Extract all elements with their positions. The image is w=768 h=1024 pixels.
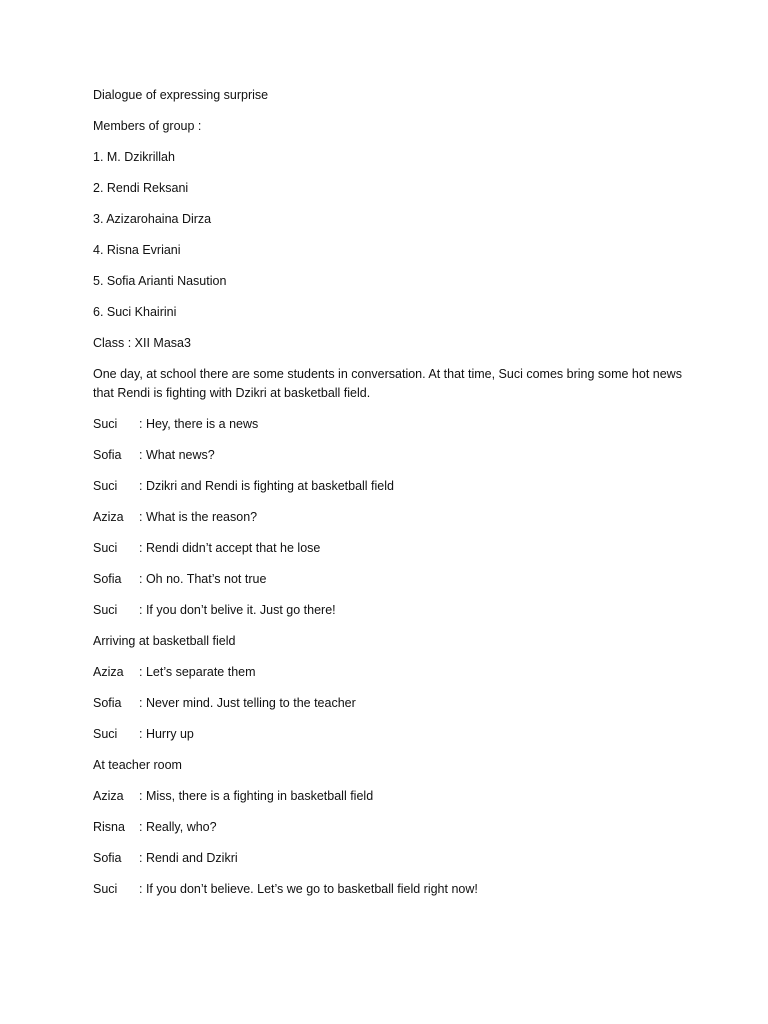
dialogue-text: : Dzikri and Rendi is fighting at basketball field xyxy=(139,479,394,493)
speaker-name: Sofia xyxy=(93,572,122,586)
dialogue-line xyxy=(93,725,693,744)
member-item: 5. Sofia Arianti Nasution xyxy=(93,274,227,288)
dialogue-text: : Never mind. Just telling to the teacher xyxy=(139,696,356,710)
speaker-name: Aziza xyxy=(93,510,124,524)
speaker-name: Suci xyxy=(93,417,118,431)
speaker-name: Suci xyxy=(93,727,118,741)
dialogue-text: : Oh no. That’s not true xyxy=(139,572,267,586)
dialogue-line xyxy=(93,508,693,527)
member-item: 4. Risna Evriani xyxy=(93,243,181,257)
dialogue-text: : If you don’t belive it. Just go there! xyxy=(139,603,336,617)
dialogue-line xyxy=(93,694,693,713)
member-item: 3. Azizarohaina Dirza xyxy=(93,212,212,226)
dialogue-text: : What is the reason? xyxy=(139,510,258,524)
dialogue-text: : Let’s separate them xyxy=(139,665,256,679)
dialogue-line xyxy=(93,880,693,899)
member-item: 1. M. Dzikrillah xyxy=(93,150,175,164)
speaker-name: Aziza xyxy=(93,789,124,803)
speaker-name: Sofia xyxy=(93,448,122,462)
dialogue-text: : Rendi and Dzikri xyxy=(139,851,238,865)
speaker-name: Sofia xyxy=(93,696,122,710)
scene-heading: Arriving at basketball field xyxy=(93,634,236,648)
speaker-name: Suci xyxy=(93,603,118,617)
dialogue-text: : What news? xyxy=(139,448,215,462)
dialogue-line xyxy=(93,415,693,434)
dialogue-line xyxy=(93,570,693,589)
dialogue-line xyxy=(93,539,693,558)
dialogue-text: : Miss, there is a fighting in basketball field xyxy=(139,789,374,803)
scene-heading: At teacher room xyxy=(93,758,182,772)
speaker-name: Sofia xyxy=(93,851,122,865)
document-title: Dialogue of expressing surprise xyxy=(93,88,269,102)
speaker-name: Suci xyxy=(93,479,118,493)
intro-paragraph: One day, at school there are some students in conversation. At that time, Suci comes bring some hot news that Rendi is fighting with Dzikri at basketball field. xyxy=(93,367,682,400)
speaker-name: Risna xyxy=(93,820,125,834)
class-line: Class : XII Masa3 xyxy=(93,336,191,350)
dialogue-line xyxy=(93,601,693,620)
dialogue-text: : Rendi didn’t accept that he lose xyxy=(139,541,321,555)
dialogue-line xyxy=(93,787,693,806)
dialogue-line xyxy=(93,849,693,868)
dialogue-line xyxy=(93,446,693,465)
speaker-name: Suci xyxy=(93,541,118,555)
member-item: 6. Suci Khairini xyxy=(93,305,177,319)
dialogue-text: : Really, who? xyxy=(139,820,217,834)
dialogue-text: : If you don’t believe. Let’s we go to basketball field right now! xyxy=(139,882,478,896)
member-item: 2. Rendi Reksani xyxy=(93,181,189,195)
dialogue-text: : Hurry up xyxy=(139,727,194,741)
document-body xyxy=(93,86,693,911)
dialogue-line xyxy=(93,818,693,837)
dialogue-text: : Hey, there is a news xyxy=(139,417,259,431)
dialogue-line xyxy=(93,663,693,682)
speaker-name: Aziza xyxy=(93,665,124,679)
speaker-name: Suci xyxy=(93,882,118,896)
dialogue-line xyxy=(93,477,693,496)
members-heading: Members of group : xyxy=(93,119,202,133)
